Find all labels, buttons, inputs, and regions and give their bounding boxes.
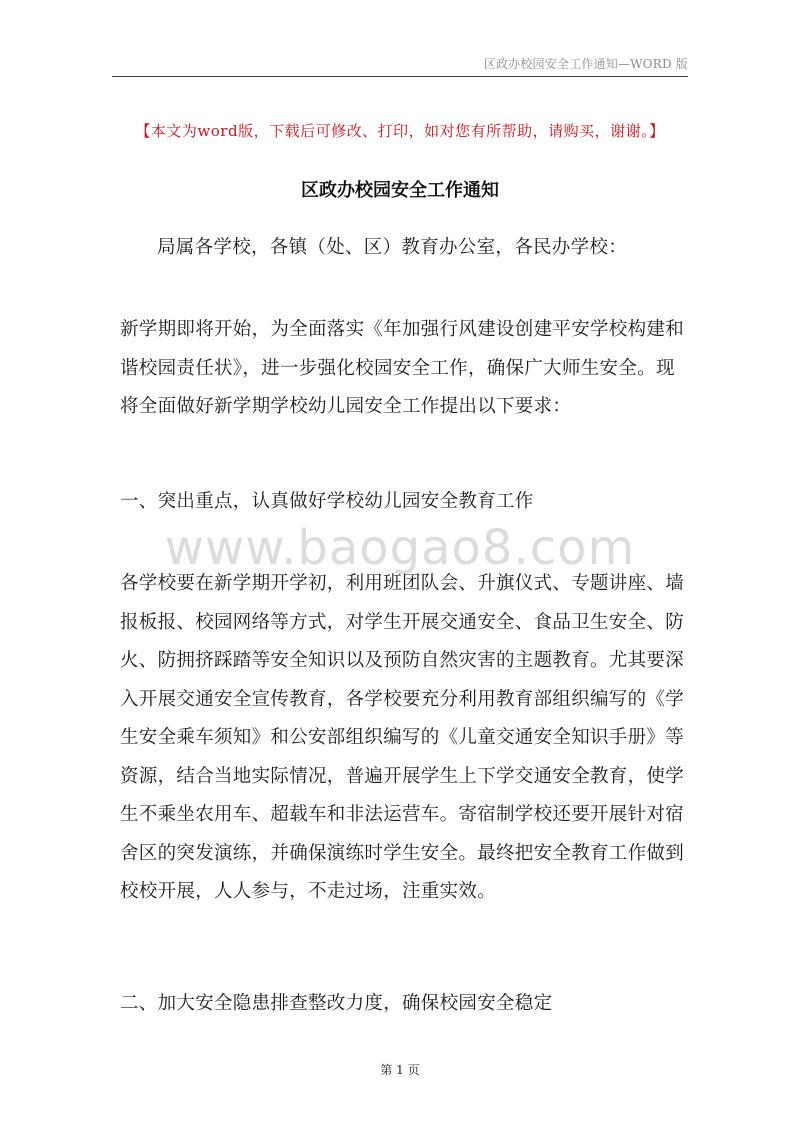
header-divider (112, 76, 688, 77)
section-heading-1: 一、突出重点，认真做好学校幼儿园安全教育工作 (120, 491, 534, 512)
document-title: 区政办校园安全工作通知 (301, 180, 499, 201)
section-heading-2: 二、加大安全隐患排查整改力度，确保校园安全稳定 (120, 993, 553, 1014)
section-1-paragraph: 各学校要在新学期开学初，利用班团队会、升旗仪式、专题讲座、墙报板报、校园网络等方式，对学生开展交通安全、食品卫生安全、防火、防拥挤踩踏等安全知识以及预防自然灾害的主题教育。尤其要深入开展交通安全宣传教育，各学校要充分利用教育部组织编写的《学生安全乘车须知》和公安部组织编写的《儿童交通安全知识手册》等资源，结合当地实际情况，普遍开展学生上下学交通安全教育，使学生不乘坐农用车、超载车和非法运营车。寄宿制学校还要开展针对宿舍区的突发演练，并确保演练时学生安全。最终把安全教育工作做到校校开展，人人参与，不走过场，注重实效。 (120, 573, 685, 902)
salutation: 局属各学校，各镇（处、区）教育办公室，各民办学校： (157, 237, 628, 258)
running-header: 区政办校园安全工作通知—WORD 版 (483, 57, 688, 71)
intro-paragraph: 新学期即将开始，为全面落实《年加强行风建设创建平安学校构建和谐校园责任状》，进一步强化校园安全工作，确保广大师生安全。现将全面做好新学期学校幼儿园安全工作提出以下要求： (120, 319, 685, 417)
watermark-text: www.baogao8.com (164, 520, 636, 576)
page-number: 第 1 页 (380, 1063, 420, 1077)
purchase-notice: 【本文为word版，下载后可修改、打印，如对您有所帮助，请购买，谢谢。】 (135, 122, 665, 140)
